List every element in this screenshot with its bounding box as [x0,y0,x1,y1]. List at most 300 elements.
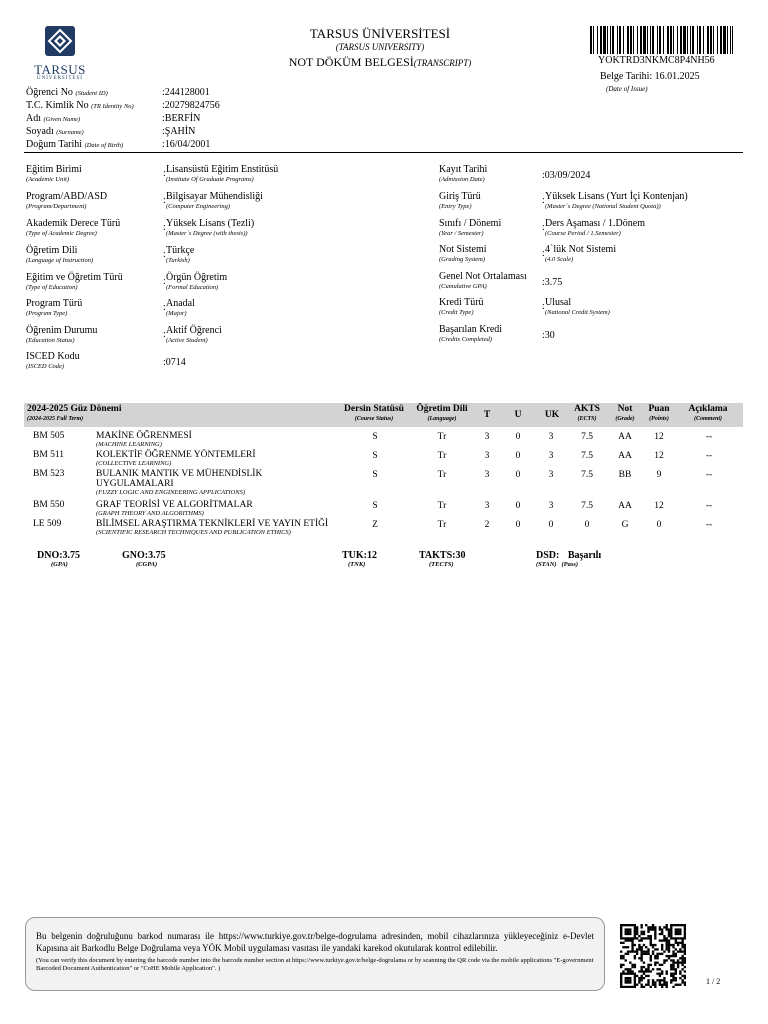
qr-module [675,970,677,972]
qr-module [645,937,647,939]
qr-module [668,957,670,959]
qr-module [654,955,656,957]
qr-module [652,953,654,955]
student-label-en: (Given Name) [43,116,81,123]
qr-module [652,924,654,926]
course-code: LE 509 [33,519,62,529]
qr-module [631,973,633,975]
qr-module [666,942,668,944]
barcode-bar [680,26,682,54]
summary-tects-value: TAKTS:30 [419,550,466,561]
qr-module [634,955,636,957]
qr-module [654,984,656,986]
qr-module [681,955,683,957]
qr-module [647,970,649,972]
qr-module [627,977,629,979]
qr-module [650,935,652,937]
qr-module [659,968,661,970]
qr-module [622,937,624,939]
qr-module [663,979,665,981]
qr-module [640,984,642,986]
qr-module [675,973,677,975]
qr-module [622,942,624,944]
qr-module [672,924,674,926]
qr-module [650,959,652,961]
qr-module [634,926,636,928]
qr-module [640,924,642,926]
qr-module [643,937,645,939]
summary-status-label-en: (STAN) [536,561,557,568]
course-name-en: (MACHINE LEARNING) [96,441,162,448]
qr-module [636,953,638,955]
qr-module [663,926,665,928]
qr-module [677,950,679,952]
qr-module [647,931,649,933]
qr-module [679,973,681,975]
qr-module [668,928,670,930]
summary-tects-en: (TECTS) [429,561,454,568]
academic-value-en: (National Credit System) [545,309,610,316]
qr-module [650,928,652,930]
academic-field-value [163,245,194,265]
academic-label-tr: Eğitim Birimi [26,164,82,175]
barcode-bar [633,26,634,54]
qr-module [640,957,642,959]
barcode-bar [673,26,674,54]
qr-code [620,924,686,988]
qr-module [666,926,668,928]
qr-module [666,948,668,950]
course-t: 3 [484,470,490,480]
document-title-tr: NOT DÖKÜM BELGESİ [288,55,414,69]
qr-module [631,970,633,972]
qr-module [627,937,629,939]
course-uk: 3 [548,501,554,511]
qr-module [627,981,629,983]
barcode-bar [720,26,722,54]
qr-module [634,986,636,988]
barcode-bar [683,26,686,54]
qr-module [659,973,661,975]
column-header-en: (Course Status) [354,416,394,422]
qr-module [670,981,672,983]
barcode-bar [610,26,611,54]
qr-module [663,981,665,983]
academic-label-en: (Type of Academic Degree) [26,230,97,237]
qr-module [661,986,663,988]
qr-module [622,955,624,957]
qr-module [643,977,645,979]
qr-module [620,986,622,988]
barcode-bar [643,26,646,54]
student-label-tr: T.C. Kimlik No [26,100,89,111]
qr-module [640,939,642,941]
qr-module [666,981,668,983]
barcode-bar [677,26,678,54]
qr-module [672,946,674,948]
course-points: 12 [654,432,664,442]
academic-label-en: (Admission Date) [439,176,485,183]
qr-module [625,981,627,983]
term-label: 2024-2025 Güz Dönemi [27,404,122,414]
column-header-label: Dersin Statüsü [344,404,404,414]
qr-module [636,950,638,952]
barcode-bar [652,26,654,54]
colon-mark: : [163,195,166,206]
course-name-en: (FUZZY LOGIC AND ENGINEERING APPLICATIONS) [96,489,246,496]
university-name: TARSUS ÜNİVERSİTESİ [309,26,451,41]
qr-module [620,975,622,977]
qr-module [670,928,672,930]
colon-mark: : [542,222,545,233]
document-title [230,54,530,71]
qr-module [636,948,638,950]
qr-module [625,959,627,961]
student-label-tr: Öğrenci No [26,87,73,98]
qr-module [661,933,663,935]
qr-module [638,939,640,941]
course-name [96,431,336,449]
column-header [476,410,498,421]
qr-module [668,942,670,944]
qr-module [684,970,686,972]
qr-module [679,931,681,933]
course-status: S [372,470,378,480]
qr-module [661,946,663,948]
qr-module [629,962,631,964]
qr-module [629,981,631,983]
academic-label-en: (ISCED Code) [26,363,65,370]
logo-subtitle: ÜNİVERSİTESİ [37,76,83,81]
qr-module [681,962,683,964]
column-header [570,404,604,424]
course-status: S [372,451,378,461]
course-lang: Tr [437,432,447,442]
barcode [590,26,733,54]
qr-module [666,946,668,948]
qr-module [636,926,638,928]
course-u: 0 [515,470,521,480]
qr-module [640,937,642,939]
qr-module [684,924,686,926]
column-header-en: (Grade) [615,416,635,422]
qr-module [654,962,656,964]
qr-module [627,939,629,941]
qr-module [629,937,631,939]
term-label-en: (2024-2025 Fall Term) [27,416,84,422]
qr-module [643,944,645,946]
course-ects: 7.5 [581,432,593,442]
course-name [96,500,336,518]
qr-module [638,944,640,946]
qr-module [675,984,677,986]
tarsus-logo-icon [45,26,75,56]
qr-module [620,937,622,939]
qr-module [672,986,674,988]
student-field-value: :20279824756 [162,100,220,111]
qr-module [647,948,649,950]
academic-field-value [163,191,263,211]
qr-module [620,984,622,986]
qr-module [670,935,672,937]
qr-module [666,955,668,957]
qr-module [620,935,622,937]
course-comment: -- [705,432,713,442]
qr-module [647,968,649,970]
qr-module [659,939,661,941]
qr-module [670,968,672,970]
qr-module [625,953,627,955]
qr-module [631,950,633,952]
qr-module [652,981,654,983]
academic-label-tr: Kayıt Tarihi [439,164,488,175]
barcode-bar [707,26,709,54]
qr-module [620,931,622,933]
qr-module [668,933,670,935]
qr-module [643,962,645,964]
course-name-tr: GRAF TEORİSİ VE ALGORİTMALAR [96,500,253,510]
qr-module [629,979,631,981]
qr-module [634,944,636,946]
barcode-bar [600,26,602,54]
qr-module [650,939,652,941]
course-name-tr: MAKİNE ÖĞRENMESİ [96,431,192,441]
course-points: 12 [654,501,664,511]
qr-module [620,955,622,957]
qr-module [627,933,629,935]
qr-module [659,981,661,983]
qr-module [672,964,674,966]
summary-gpa [37,550,80,569]
academic-field-value [163,164,278,184]
qr-module [670,933,672,935]
course-t: 3 [484,432,490,442]
qr-module [677,928,679,930]
qr-module [625,933,627,935]
qr-module [645,968,647,970]
course-t: 3 [484,501,490,511]
qr-module [659,979,661,981]
notice-text-tr: Bu belgenin doğruluğunu barkod numarası ile https://www.turkiye.gov.tr/belge-dogrulama adresinden, mobil cihazlarınıza yükleyeceğiniz e-Devlet Kapısına ait Barkodlu Belge Doğrulama veya YÖK Mobil uygulaması vasıtası ile yandaki karekod okutularak kontrol edilebilir. [36,931,594,953]
academic-label-tr: Akademik Derece Türü [26,218,121,229]
qr-module [629,933,631,935]
university-logo [30,26,90,82]
course-uk: 0 [548,520,554,530]
qr-module [634,928,636,930]
qr-module [643,933,645,935]
qr-module [684,984,686,986]
qr-module [645,946,647,948]
qr-module [661,979,663,981]
qr-module [675,948,677,950]
qr-module [650,944,652,946]
issue-date-label-en: (Date of Issue) [606,85,648,93]
course-ects: 7.5 [581,451,593,461]
summary-tects [419,550,466,569]
qr-module [681,942,683,944]
qr-module [638,948,640,950]
colon-mark: : [163,168,166,179]
academic-field-label [26,218,120,238]
qr-module [656,957,658,959]
academic-label-tr: ISCED Kodu [26,351,80,362]
qr-module [627,970,629,972]
qr-module [620,924,622,926]
course-name [96,519,336,537]
divider [24,152,743,153]
qr-module [634,937,636,939]
academic-label-tr: Sınıfı / Dönemi [439,218,502,229]
barcode-bar [687,26,688,54]
academic-field-value [163,218,254,238]
qr-module [672,944,674,946]
qr-module [684,975,686,977]
qr-module [636,928,638,930]
qr-module [652,944,654,946]
student-field-label [26,138,162,152]
academic-field-value [542,277,562,288]
course-ects: 7.5 [581,501,593,511]
qr-module [654,935,656,937]
barcode-bar [640,26,642,54]
qr-module [629,939,631,941]
academic-label-en: (Year / Semester) [439,230,484,237]
qr-module [681,946,683,948]
summary-status-en [536,561,601,569]
course-name-tr: KOLEKTİF ÖĞRENME YÖNTEMLERİ [96,450,256,460]
qr-module [647,966,649,968]
term-heading [27,404,121,424]
qr-module [652,968,654,970]
qr-module [681,959,683,961]
qr-module [645,953,647,955]
course-comment: -- [705,501,713,511]
qr-module [677,924,679,926]
academic-field-value [542,170,590,181]
qr-module [640,986,642,988]
qr-module [645,975,647,977]
qr-module [659,964,661,966]
column-header [644,404,674,424]
qr-module [654,944,656,946]
academic-value-tr: :3.75 [542,277,563,288]
qr-module [638,979,640,981]
academic-value-tr: 4`lük Not Sistemi [545,244,617,255]
academic-field-value [542,244,616,264]
column-header [680,404,736,424]
course-ects: 7.5 [581,470,593,480]
academic-field-value [163,298,195,318]
summary-gpa-value: DNO:3.75 [37,550,81,561]
qr-module [672,973,674,975]
qr-module [661,973,663,975]
colon-mark: : [542,301,545,312]
qr-module [622,946,624,948]
qr-module [668,950,670,952]
summary-status-label: DSD: [536,550,560,561]
qr-module [629,928,631,930]
qr-module [643,950,645,952]
qr-module [643,973,645,975]
qr-module [679,984,681,986]
colon-mark: : [163,276,166,287]
qr-module [663,959,665,961]
qr-module [677,942,679,944]
barcode-bar [607,26,608,54]
course-u: 0 [515,520,521,530]
qr-module [666,986,668,988]
qr-module [620,964,622,966]
qr-module [620,957,622,959]
qr-module [675,955,677,957]
student-field-label [26,86,162,100]
summary-cgpa-value: GNO:3.75 [122,550,166,561]
qr-module [668,948,670,950]
qr-module [684,966,686,968]
academic-value-tr: Ders Aşaması / 1.Dönem [545,218,645,229]
course-grade: AA [618,432,632,442]
qr-module [638,946,640,948]
qr-module [684,937,686,939]
student-label-en: (Date of Birth) [84,142,124,149]
course-lang: Tr [437,520,447,530]
academic-value-en: (Master`s Degree (with thesis)) [166,230,248,237]
qr-module [675,977,677,979]
qr-module [638,977,640,979]
qr-module [625,924,627,926]
qr-module [654,986,656,988]
qr-module [652,926,654,928]
qr-module [620,966,622,968]
qr-module [620,973,622,975]
qr-module [659,975,661,977]
qr-module [634,977,636,979]
academic-label-en: (Program Type) [26,310,68,317]
qr-module [650,942,652,944]
qr-module [654,937,656,939]
academic-field-value [163,357,186,368]
qr-module [631,942,633,944]
barcode-bar [612,26,614,54]
student-field-value: :BERFİN [162,113,201,124]
qr-module [656,968,658,970]
student-label-en: (Surname) [56,129,84,136]
qr-module [620,981,622,983]
qr-module [647,953,649,955]
qr-module [654,933,656,935]
qr-module [631,944,633,946]
course-name-en: (GRAPH THEORY AND ALGORITHMS) [96,510,204,517]
barcode-bar [619,26,621,54]
qr-module [647,926,649,928]
qr-module [675,953,677,955]
column-header-label: AKTS [574,404,600,414]
qr-module [681,957,683,959]
column-header [610,404,640,424]
qr-module [622,964,624,966]
student-field-label [26,112,162,126]
qr-module [631,937,633,939]
qr-module [684,948,686,950]
qr-module [677,962,679,964]
academic-value-en: (4.0 Scale) [545,256,574,263]
barcode-bar [650,26,651,54]
barcode-bar [627,26,629,54]
barcode-bar [603,26,606,54]
qr-module [672,979,674,981]
qr-module [627,950,629,952]
qr-module [666,973,668,975]
